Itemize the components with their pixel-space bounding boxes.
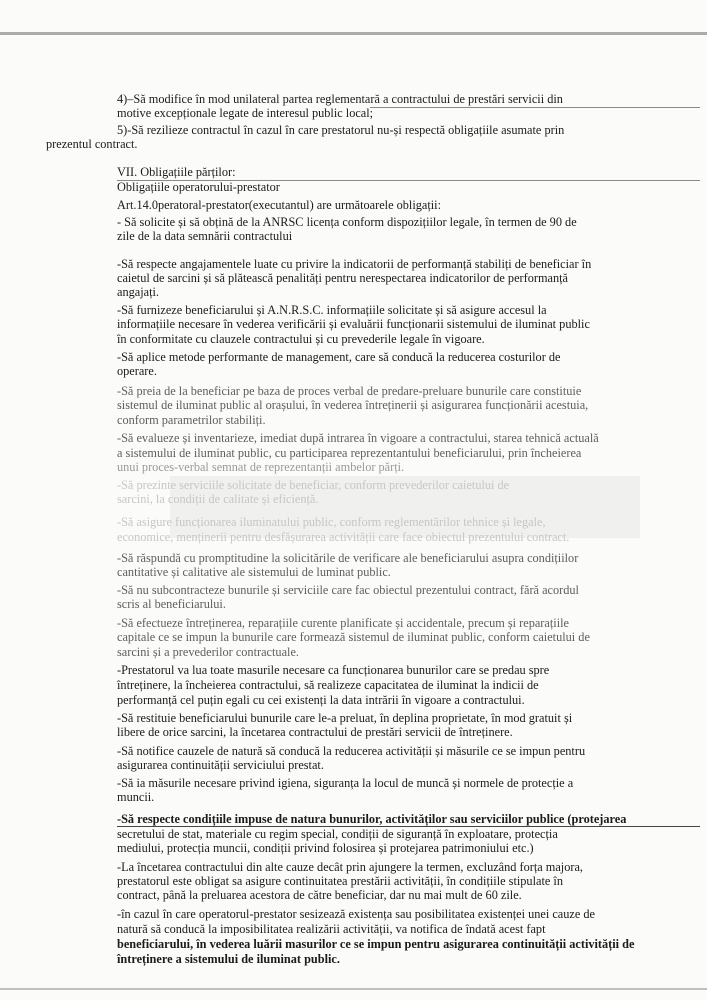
text-line: -Să aplice metode performante de management, care să conducă la reducerea costurilor de [117,350,561,364]
text-line: motive excepționale legate de interesul public local; [117,106,374,120]
article-title: Art.14.0peratoral-prestator(executantul) are următoarele obligații: [117,198,442,212]
text-line: scris al beneficiarului. [117,597,226,611]
text-line: performanță cel puțin egali cu cei existenți la data intrării în vigoare a contractului. [117,693,525,707]
text-line: operare. [117,364,157,378]
text-line: asigurarea continuității serviciului prestat. [117,758,324,772]
text-line: secretului de stat, materiale cu regim special, condiții de siguranță în exploatare, protecția [117,827,558,841]
text-line: economice, menținerii pentru desfășurarea activității care face obiectul prezentului contract. [117,530,570,544]
text-line: -Prestatorul va lua toate masurile necesare ca funcționarea bunurilor care se predau spre [117,663,550,677]
text-line: -Să răspundă cu promptitudine la solicitările de verificare ale beneficiarului asupra condițiilor [117,551,579,565]
text-line: -Să ia măsurile necesare privind igiena, siguranța la locul de muncă și normele de protecție a [117,776,574,790]
text-line: -Să preia de la beneficiar pe baza de proces verbal de predare-preluare bunurile care constituie [117,384,582,398]
scan-line [370,107,700,108]
text-line: a sistemului de iluminat public, cu participarea reprezentantului beneficiarului, prin încheierea [117,446,582,460]
text-line: -Să nu subcontracteze bunurile și serviciile care fac obiectul prezentului contract, fără acordul [117,583,579,597]
text-line: sarcini și a prevederilor contractuale. [117,645,299,659]
text-line: -Să furnizeze beneficiarului și A.N.R.S.C. informațiile solicitate și să asigure accesul la [117,303,547,317]
text-line: caietul de sarcini și să plătească penalități pentru nerespectarea indicatorilor de performanță [117,271,569,285]
text-line: -Să prezinte serviciile solicitate de beneficiar, conform prevederilor caietului de [117,478,510,492]
text-line: prezentul contract. [46,137,138,151]
text-line: capitale ce se impun la bunurile care formează sistemul de iluminat public, conform caietului de [117,630,590,644]
text-line: -Să restituie beneficiarului bunurile care le-a preluat, în deplina proprietate, în mod gratuit și [117,711,573,725]
text-line: -Să efectueze întreținerea, reparațiile curente planificate și accidentale, precum și reparațiile [117,616,569,630]
scan-bottom-edge [0,988,707,990]
text-line: -La încetarea contractului din alte cauze decât prin ajungere la termen, excluzând forța majora, [117,860,584,874]
text-line: 4)–Să modifice în mod unilateral partea reglementară a contractului de prestări servicii din [117,92,563,106]
text-line: conform parametrilor stabiliți. [117,413,266,427]
text-line: -Să evalueze și inventarieze, imediat după intrarea în vigoare a contractului, starea tehnică actuală [117,431,599,445]
text-line: în conformitate cu clauzele contractului și cu prevederile legale în vigoare. [117,332,485,346]
text-line: beneficiarului, în vederea luării masurilor ce se impun pentru asigurarea continuității activității de [117,937,635,951]
text-line: cantitative și calitative ale sistemului de luminat public. [117,565,391,579]
text-line: -în cazul în care operatorul-prestator sesizează existența sau posibilitatea existenței unei cauze de [117,907,595,921]
text-line: zile de la data semnării contractului [117,229,293,243]
text-line: întreținere, la încheierea contractului, să realizeze capacitatea de iluminat la indicii de [117,678,539,692]
text-line: informațiile necesare în vederea verificării și evaluării funcționarii sistemului de iluminat public [117,317,590,331]
text-line: natură să conducă la imposibilitatea realizării activității, va notifica de îndată acest fapt [117,922,546,936]
text-line: sistemul de iluminat public al orașului, în vederea întreținerii și asigurarea funcționării acestuia, [117,398,589,412]
text-line: -Să asigure funcționarea iluminatului public, conform reglementărilor tehnice și legale, [117,515,546,529]
text-line: întreținere a sistemului de iluminat public. [117,952,340,966]
text-line: 5)-Să rezilieze contractul în cazul în care prestatorul nu-și respectă obligațiile asumate prin [117,123,565,137]
text-line: sarcini, la condiții de calitate și eficiență. [117,492,319,506]
text-line: contract, până la preluarea acestora de către beneficiar, dar nu mai mult de 60 zile. [117,888,522,902]
text-line: angajați. [117,285,159,299]
subheading: Obligațiile operatorului-prestator [117,180,280,194]
text-line: libere de orice sarcini, la încetarea contractului de prestări servicii de întreținere. [117,725,513,739]
text-line: mediului, protecția muncii, condiții privind folosirea și protejarea patrimoniului etc.) [117,841,534,855]
section-heading: VII. Obligațiile părților: [117,165,236,179]
text-line: -Să notifice cauzele de natură să conducă la reducerea activității și măsurile ce se impun pentru [117,744,586,758]
text-line: muncii. [117,790,155,804]
text-line: - Să solicite și să obțină de la ANRSC licența conform dispozițiilor legale, în termen de 90 de [117,215,577,229]
text-line: unui proces-verbal semnat de reprezentanții ambelor părți. [117,460,405,474]
text-line: -Să respecte angajamentele luate cu privire la indicatorii de performanță stabiliți de beneficiar în [117,257,592,271]
text-line: -Să respecte condițiile impuse de natura bunurilor, activităților sau serviciilor publice (protejarea [117,812,627,826]
text-line: prestatorul este obligat sa asigure continuitatea prestării activității, în condițiile stipulate în [117,874,563,888]
